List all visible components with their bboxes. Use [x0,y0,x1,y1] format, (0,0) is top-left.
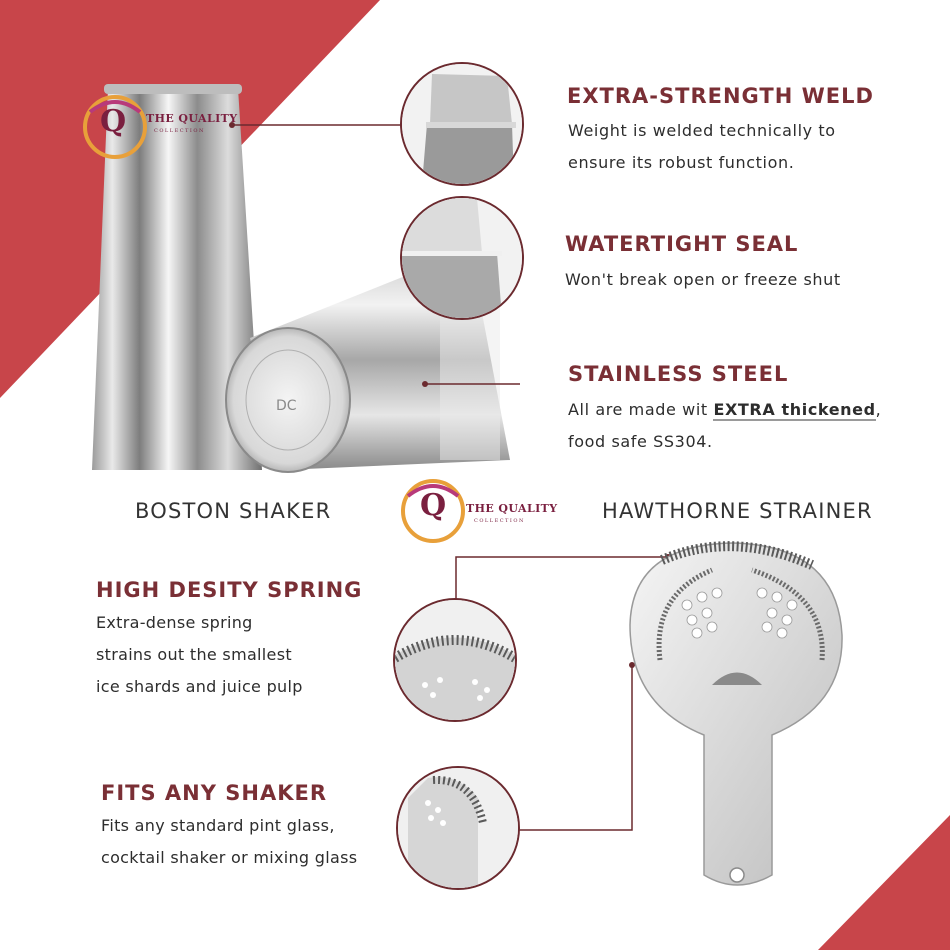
brand-logo-center [398,476,558,546]
steel-desc-1-pre: All are made wit [568,400,714,419]
seal-detail-circle [400,196,524,320]
weld-detail-image [402,64,522,184]
seal-desc-1: Won't break open or freeze shut [565,270,841,289]
hawthorne-strainer-image [612,535,872,895]
steel-desc-1-post: , [875,400,882,419]
logo-letter: Q [100,104,127,139]
fit-detail-image [398,768,518,888]
boston-shaker-caption: BOSTON SHAKER [135,499,332,523]
logo-letter: Q [420,488,447,523]
steel-desc-2: food safe SS304. [568,432,713,451]
fits-desc-1: Fits any standard pint glass, [101,816,335,835]
brand-logo-top [80,92,240,162]
spring-detail-circle [393,598,517,722]
seal-title: WATERTIGHT SEAL [565,232,799,256]
seal-detail-image [402,198,522,318]
weld-desc-2: ensure its robust function. [568,153,795,172]
weld-detail-circle [400,62,524,186]
logo-sub: COLLECTION [474,518,525,524]
spring-desc-3: ice shards and juice pulp [96,677,303,696]
steel-desc-1-bold: EXTRA thickened [713,400,876,419]
spring-title: HIGH DESITY SPRING [96,578,363,602]
steel-desc-1 [568,394,881,426]
steel-title: STAINLESS STEEL [568,362,789,386]
spring-detail-image [395,600,515,720]
fit-detail-circle [396,766,520,890]
weld-desc-1: Weight is welded technically to [568,121,836,140]
logo-name: THE QUALITY [146,112,238,125]
logo-sub: COLLECTION [154,128,205,134]
engraving-initials: DC [276,398,297,414]
fits-title: FITS ANY SHAKER [101,781,328,805]
spring-desc-1: Extra-dense spring [96,613,253,632]
weld-title: EXTRA-STRENGTH WELD [567,84,874,108]
fits-desc-2: cocktail shaker or mixing glass [101,848,358,867]
logo-name: THE QUALITY [466,502,558,515]
hawthorne-strainer-caption: HAWTHORNE STRAINER [602,499,873,523]
spring-desc-2: strains out the smallest [96,645,292,664]
